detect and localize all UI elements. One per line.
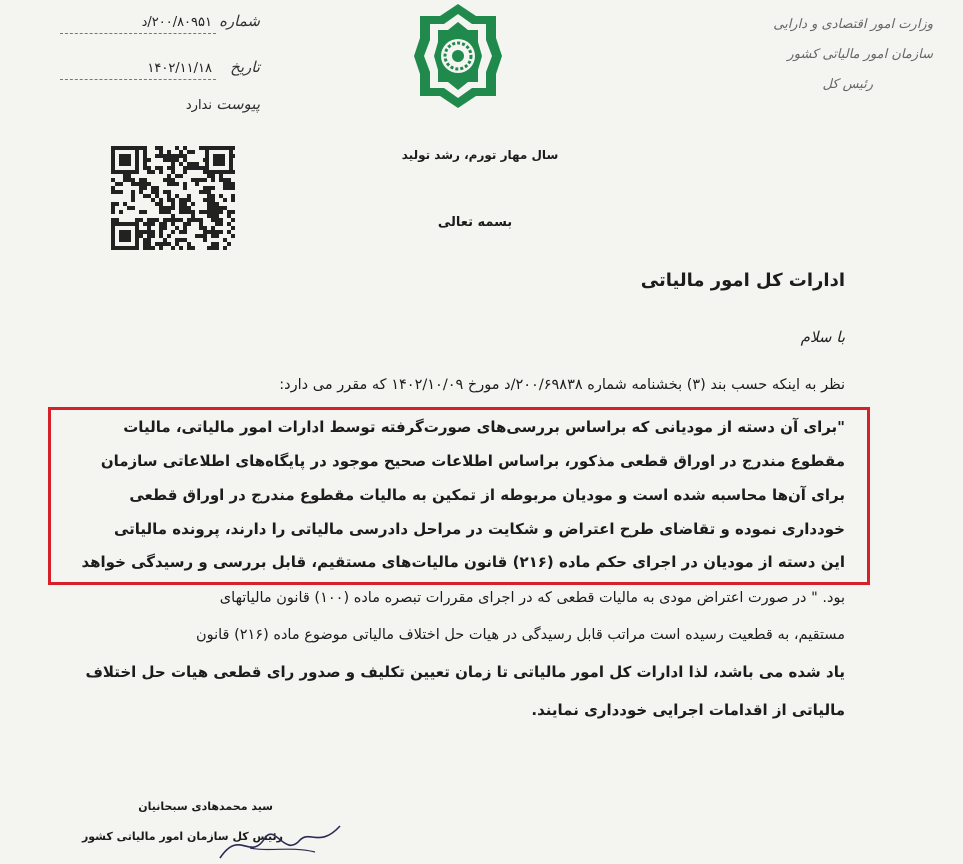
basmala: بسمه تعالی	[437, 215, 513, 230]
signature-scribble	[210, 818, 350, 864]
greeting: با سلام	[800, 328, 845, 346]
quoted-line: برای آن‌ها محاسبه شده است و مودیان مربوطه از تمکین به مالیات مقطوع مندرج در اوراق قطعی	[129, 486, 845, 504]
intro-line: نظر به اینکه حسب بند (۳) بخشنامه شماره ۲۰۰/۶۹۸۳۸/د مورخ ۱۴۰۲/۱۰/۰۹ که مقرر می دارد:	[279, 377, 845, 393]
signatory-title: رئیس کل سازمان امور مالیاتی کشور	[81, 830, 283, 843]
ministry-line: وزارت امور اقتصادی و دارایی	[773, 17, 933, 32]
quoted-line: خودداری نموده و تقاضای طرح اعتراض و شکایت در مراحل دادرسی مالیاتی را دارند، پرونده مالیاتی	[113, 520, 845, 538]
letter-number-row	[60, 12, 260, 38]
addressee: ادارات کل امور مالیاتی	[640, 270, 845, 291]
date-value: ۱۴۰۲/۱۱/۱۸	[147, 61, 212, 76]
body-line: مستقیم، به قطعیت رسیده است مراتب قابل رسیدگی در هیات حل اختلاف مالیاتی موضوع ماده (۲۱۶) قانون	[195, 627, 845, 643]
body-line: یاد شده می باشد، لذا ادارات کل امور مالیاتی تا زمان تعیین تکلیف و صدور رای قطعی هیات حل اختلاف	[85, 663, 845, 681]
quoted-line: این دسته از مودیان در اجرای حکم ماده (۲۱۶) قانون مالیات‌های مستقیم، قابل بررسی و رسیدگی خواهد	[81, 553, 845, 571]
letter-date-row	[60, 58, 260, 84]
number-value: ۲۰۰/۸۰۹۵۱/د	[141, 15, 212, 30]
qr-code-icon	[110, 146, 236, 250]
ministry-line: سازمان امور مالیاتی کشور	[787, 47, 933, 62]
attachment-value: ندارد	[185, 98, 212, 113]
letter-attachment-row	[60, 95, 260, 121]
signatory-name: سید محمدهادی سبحانیان	[138, 800, 273, 813]
year-slogan: سال مهار تورم، رشد تولید	[401, 148, 559, 162]
date-line	[60, 79, 216, 80]
ministry-line: رئیس کل	[822, 77, 873, 92]
quoted-line: "برای آن دسته از مودیانی که براساس بررسی‌های صورت‌گرفته توسط ادارات امور مالیاتی، مالیات	[123, 418, 845, 436]
attachment-label: پیوست	[216, 95, 260, 113]
body-line: بود. " در صورت اعتراض مودی به مالیات قطعی که در اجرای مقررات تبصره ماده (۱۰۰) قانون مالیاتهای	[219, 590, 845, 606]
body-line: مالیاتی از اقدامات اجرایی خودداری نمایند.	[531, 701, 845, 719]
ministry-heading	[703, 10, 933, 100]
date-label: تاریخ	[230, 58, 260, 76]
tax-organization-logo	[412, 2, 504, 110]
quoted-line: مقطوع مندرج در اوراق قطعی مذکور، براساس اطلاعات صحیح موجود در پایگاه‌های اطلاعاتی سازمان	[100, 452, 845, 470]
number-label: شماره	[219, 12, 260, 30]
number-line	[60, 33, 216, 34]
